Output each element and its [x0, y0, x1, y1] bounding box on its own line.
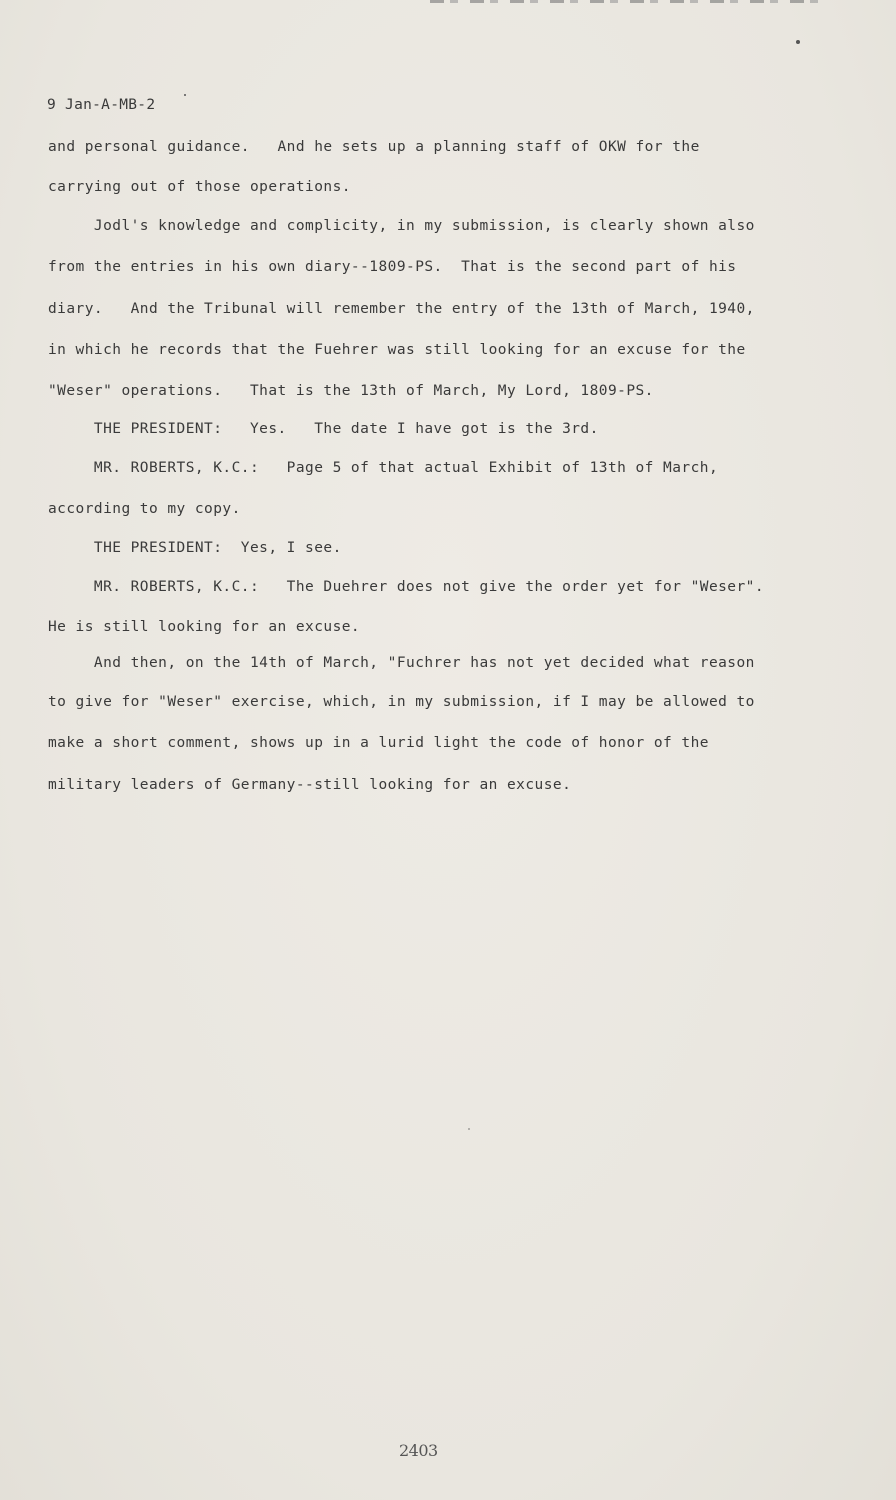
document-header: 9 Jan-A-MB-2 [47, 97, 156, 113]
ink-speck [796, 40, 800, 44]
text-line: military leaders of Germany--still looking for an excuse. [48, 777, 572, 793]
text-line: make a short comment, shows up in a lurid light the code of honor of the [48, 735, 709, 751]
text-line: MR. ROBERTS, K.C.: Page 5 of that actual Exhibit of 13th of March, [48, 460, 719, 476]
text-line: THE PRESIDENT: Yes, I see. [48, 540, 342, 556]
text-line: according to my copy. [48, 501, 241, 517]
text-line: in which he records that the Fuehrer was still looking for an excuse for the [48, 342, 746, 358]
text-line: He is still looking for an excuse. [48, 619, 361, 635]
text-line: THE PRESIDENT: Yes. The date I have got is the 3rd. [48, 421, 599, 437]
text-line: And then, on the 14th of March, "Fuchrer has not yet decided what reason [48, 655, 755, 671]
page-number: 2403 [399, 1441, 438, 1460]
ink-speck [468, 1128, 470, 1130]
text-line: Jodl's knowledge and complicity, in my submission, is clearly shown also [48, 218, 755, 234]
text-line: and personal guidance. And he sets up a planning staff of OKW for the [48, 139, 700, 155]
text-line: to give for "Weser" exercise, which, in my submission, if I may be allowed to [48, 694, 755, 710]
text-line: from the entries in his own diary--1809-PS. That is the second part of his [48, 259, 737, 275]
text-line: carrying out of those operations. [48, 179, 351, 195]
text-line: "Weser" operations. That is the 13th of March, My Lord, 1809-PS. [48, 383, 654, 399]
ink-speck [184, 94, 186, 96]
text-line: diary. And the Tribunal will remember the entry of the 13th of March, 1940, [48, 301, 755, 317]
text-line: MR. ROBERTS, K.C.: The Duehrer does not give the order yet for "Weser". [48, 579, 765, 595]
torn-top-edge [430, 0, 830, 3]
